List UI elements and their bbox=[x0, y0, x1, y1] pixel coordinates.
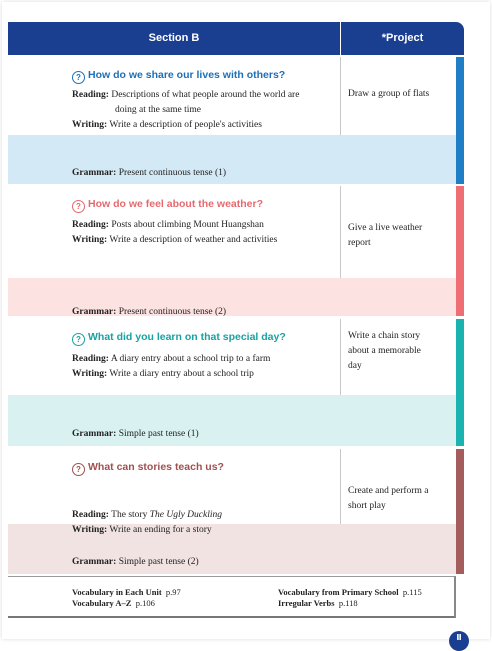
unit-row-4 bbox=[8, 449, 464, 574]
project-line: report bbox=[348, 238, 371, 248]
grammar-text: Simple past tense (2) bbox=[118, 557, 199, 567]
appendix-page: p.97 bbox=[165, 587, 181, 597]
unit-question bbox=[72, 198, 337, 213]
grammar-line bbox=[72, 555, 199, 569]
question-icon: ? bbox=[72, 333, 85, 346]
appendix-page: p.118 bbox=[338, 598, 358, 608]
unit-color-bar bbox=[456, 449, 464, 574]
writing-label: Writing: bbox=[72, 120, 108, 130]
question-icon: ? bbox=[72, 200, 85, 213]
story-title: The Ugly Duckling bbox=[149, 510, 222, 520]
project-line: about a memorable bbox=[348, 346, 421, 356]
project-line: Write a chain story bbox=[348, 331, 421, 341]
grammar-line bbox=[72, 427, 199, 441]
unit-details bbox=[72, 352, 334, 382]
writing-label: Writing: bbox=[72, 235, 108, 245]
unit-color-bar bbox=[456, 186, 464, 316]
unit-question bbox=[72, 331, 337, 346]
section-header: Section B bbox=[148, 32, 200, 44]
reading-label: Reading: bbox=[72, 90, 109, 100]
reading-label: Reading: bbox=[72, 220, 109, 230]
unit-color-bar bbox=[456, 57, 464, 184]
project-text bbox=[348, 329, 448, 374]
writing-text: Write a description of weather and activities bbox=[109, 235, 278, 245]
grammar-text: Simple past tense (1) bbox=[118, 429, 199, 439]
project-text bbox=[348, 484, 448, 514]
column-divider bbox=[340, 186, 341, 278]
reading-text: The story bbox=[111, 510, 150, 520]
project-header: *Project bbox=[381, 32, 424, 44]
grammar-text: Present continuous tense (1) bbox=[118, 168, 227, 178]
project-line: Give a live weather bbox=[348, 223, 423, 233]
table-header bbox=[8, 22, 464, 55]
question-text: What did you learn on that special day? bbox=[88, 331, 286, 343]
column-divider bbox=[340, 57, 341, 135]
project-line: day bbox=[348, 361, 362, 371]
reading-text: Posts about climbing Mount Huangshan bbox=[111, 220, 264, 230]
writing-label: Writing: bbox=[72, 525, 108, 535]
writing-label: Writing: bbox=[72, 369, 108, 379]
question-icon: ? bbox=[72, 71, 85, 84]
column-divider bbox=[340, 319, 341, 395]
page-number: Ⅱ bbox=[449, 631, 469, 651]
contents-table bbox=[8, 22, 464, 618]
appendix-right bbox=[278, 587, 422, 609]
reading-label: Reading: bbox=[72, 510, 109, 520]
writing-text: Write a description of people's activities bbox=[109, 120, 262, 130]
unit-details bbox=[72, 218, 334, 248]
reading-label: Reading: bbox=[72, 354, 109, 364]
question-text: How do we share our lives with others? bbox=[88, 69, 286, 81]
unit-row-3 bbox=[8, 319, 464, 446]
unit-question bbox=[72, 461, 337, 476]
appendix-label: Vocabulary in Each Unit bbox=[72, 587, 162, 597]
project-line: Draw a group of flats bbox=[348, 89, 430, 99]
column-divider bbox=[340, 449, 341, 524]
grammar-label: Grammar: bbox=[72, 557, 117, 567]
writing-text: Write an ending for a story bbox=[109, 525, 212, 535]
appendix-page: p.115 bbox=[402, 587, 422, 597]
reading-text-cont: doing at the same time bbox=[115, 105, 202, 115]
appendix-label: Vocabulary from Primary School bbox=[278, 587, 399, 597]
reading-text: Descriptions of what people around the world are bbox=[111, 90, 300, 100]
unit-details bbox=[72, 88, 334, 133]
appendix-page: p.106 bbox=[135, 598, 155, 608]
grammar-line bbox=[72, 305, 226, 319]
appendix-footer bbox=[8, 576, 456, 618]
question-icon: ? bbox=[72, 463, 85, 476]
unit-row-1 bbox=[8, 57, 464, 184]
writing-text: Write a diary entry about a school trip bbox=[109, 369, 254, 379]
grammar-line bbox=[72, 166, 226, 180]
grammar-label: Grammar: bbox=[72, 307, 117, 317]
project-text bbox=[348, 221, 448, 251]
grammar-text: Present continuous tense (2) bbox=[118, 307, 227, 317]
unit-row-2 bbox=[8, 186, 464, 316]
question-text: What can stories teach us? bbox=[88, 461, 224, 473]
grammar-label: Grammar: bbox=[72, 168, 117, 178]
question-text: How do we feel about the weather? bbox=[88, 198, 264, 210]
unit-details bbox=[72, 508, 334, 538]
project-line: short play bbox=[348, 501, 386, 511]
reading-text: A diary entry about a school trip to a farm bbox=[110, 354, 271, 364]
grammar-label: Grammar: bbox=[72, 429, 117, 439]
project-line: Create and perform a bbox=[348, 486, 429, 496]
appendix-label: Irregular Verbs bbox=[278, 598, 335, 608]
appendix-left bbox=[72, 587, 181, 609]
appendix-label: Vocabulary A–Z bbox=[72, 598, 132, 608]
unit-question bbox=[72, 69, 337, 84]
unit-color-bar bbox=[456, 319, 464, 446]
project-text bbox=[348, 87, 448, 102]
